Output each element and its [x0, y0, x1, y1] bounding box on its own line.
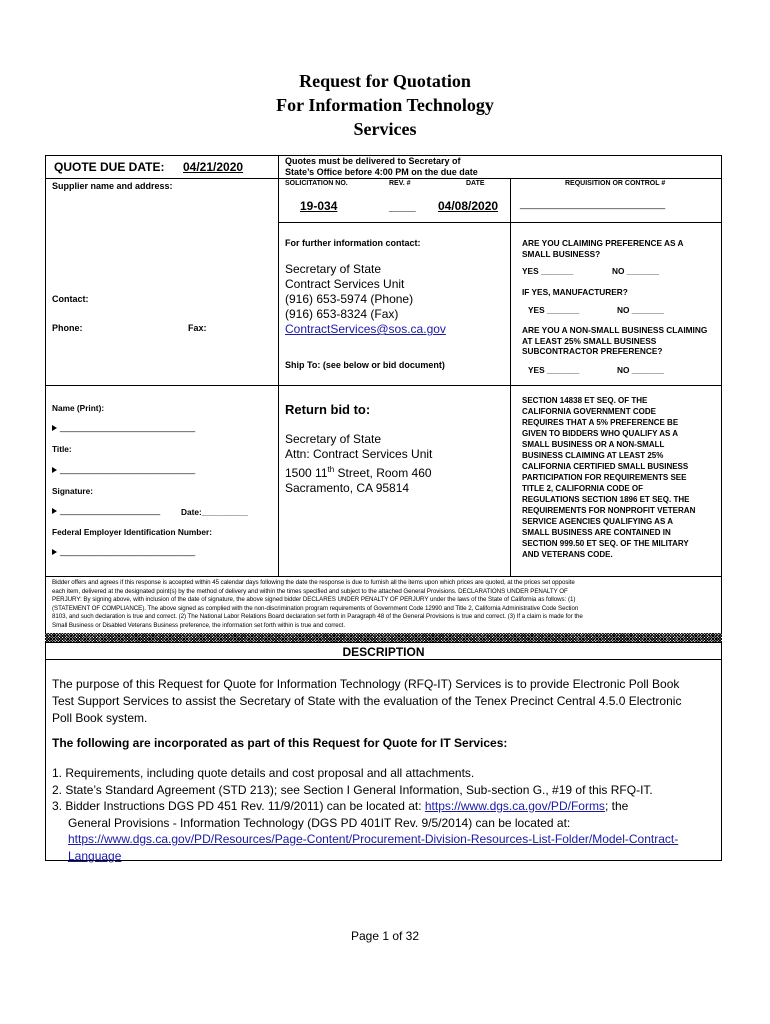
- section-line: BUSINESS CLAIMING AT LEAST 25%: [522, 451, 664, 460]
- title-line-2: For Information Technology: [276, 95, 494, 115]
- delivery-note-line-2: State’s Office before 4:00 PM on the due date: [285, 167, 478, 177]
- return-bid-line-1: Secretary of State: [285, 432, 382, 446]
- preference-no3: NO _______: [617, 365, 665, 375]
- arrow-icon: [52, 508, 57, 514]
- signature-line[interactable]: [52, 505, 160, 515]
- return-bid-line-3: [285, 462, 432, 481]
- date-value: 04/08/2020: [438, 199, 499, 213]
- return-bid-label: Return bid to:: [285, 402, 371, 417]
- section-line: SMALL BUSINESS ARE CONTAINED IN: [522, 528, 671, 537]
- section-line: TITLE 2, CALIFORNIA CODE OF: [522, 484, 644, 493]
- section-line: SERVICE AGENCIES QUALIFYING AS A: [522, 517, 673, 526]
- preference-yes1: YES _______: [522, 266, 574, 276]
- section-line: SECTION 14838 ET SEQ. OF THE: [522, 396, 648, 405]
- frame-left: [45, 155, 46, 633]
- bidder-line: Small Business or Disabled Veterans Business preference, the information set forth within is true and correct.: [52, 621, 346, 629]
- arrow-icon: [52, 425, 57, 431]
- section-line: SECTION 999.50 ET SEQ. OF THE MILITARY: [522, 539, 689, 548]
- signature-label: Signature:: [52, 486, 94, 496]
- document-title: [0, 69, 770, 141]
- bidder-line: (STATEMENT OF COMPLIANCE). The above signed as complied with the non-discrimination program requirements of Government Code 12990 and Title 2, California Administrative Code Section: [52, 604, 579, 612]
- incorporated-list: [52, 765, 678, 864]
- model-contract-link[interactable]: https://www.dgs.ca.gov/PD/Resources/Page-Content/Procurement-Division-Resources-List-Folder/Model-Contract-: [68, 832, 679, 846]
- quote-due-value: 04/21/2020: [183, 160, 244, 174]
- rev-value: ____: [389, 199, 416, 213]
- further-info-line-2: Contract Services Unit: [285, 277, 405, 291]
- preference-yes2: YES _______: [528, 305, 580, 315]
- frame-right: [721, 155, 722, 633]
- list-item-text: ; the: [604, 799, 629, 813]
- section-line: GIVEN TO BIDDERS WHO QUALIFY AS A: [522, 429, 679, 438]
- further-info-block: [285, 262, 446, 337]
- title-line[interactable]: [52, 464, 195, 474]
- title-line-3: Services: [353, 119, 417, 139]
- street-rest: Street, Room 460: [334, 466, 432, 480]
- fein-blank: ___________________________: [60, 546, 196, 556]
- divider-left-mid: [45, 385, 278, 386]
- delivery-note-line-1: Quotes must be delivered to Secretary of: [285, 156, 461, 166]
- model-contract-link-cont[interactable]: Language: [68, 848, 122, 863]
- divider-values: [278, 222, 722, 223]
- purpose-line: Test Support Services to assist the Secretary of State with the evaluation of the Tenex Precinct Central 4.5.0 Electronic: [52, 694, 682, 708]
- divider-ship: [278, 385, 722, 386]
- purpose-line: The purpose of this Request for Quote for Information Technology (RFQ-IT) Services is to provide Electronic Poll Book: [52, 677, 680, 691]
- preference-q2: IF YES, MANUFACTURER?: [522, 287, 628, 297]
- divider-headers: [278, 178, 722, 179]
- section-line: CALIFORNIA CERTIFIED SMALL BUSINESS: [522, 462, 689, 471]
- return-bid-address: [285, 432, 432, 496]
- divider-col2: [510, 178, 511, 577]
- bidder-line: Bidder offers and agrees if this response is accepted within 45 calendar days following the date the response is due to furnish all the items upon which prices are quoted, at the prices set opposite: [52, 579, 575, 586]
- list-item: 1. Requirements, including quote details and cost proposal and all attachments.: [52, 766, 475, 780]
- further-info-line-1: Secretary of State: [285, 262, 382, 276]
- contact-label: Contact:: [52, 294, 89, 304]
- delivery-note: [285, 156, 478, 178]
- ordinal-suffix: th: [327, 465, 335, 474]
- arrow-icon: [52, 467, 57, 473]
- section-line: PARTICIPATION FOR REQUIREMENTS SEE: [522, 473, 687, 482]
- supplier-label: Supplier name and address:: [52, 181, 173, 191]
- section-14838-text: [522, 395, 695, 560]
- title-blank: ___________________________: [60, 464, 196, 474]
- page-number: Page 1 of 32: [350, 929, 420, 943]
- signature-blank: ____________________: [60, 505, 161, 515]
- divider-bidder: [45, 576, 722, 577]
- solicitation-header: SOLICITATION NO.: [285, 180, 348, 187]
- requisition-value: _____________________________: [520, 199, 666, 209]
- bidder-line: each item, delivered at the designated point(s) by the method of delivery and within the times specified and subject to the attached General Provisions. DECLARATIONS UNDER PENALTY OF: [52, 587, 568, 595]
- further-info-line-4: (916) 653-8324 (Fax): [285, 307, 399, 321]
- name-blank: ___________________________: [60, 422, 196, 432]
- incorporated-header: The following are incorporated as part of this Request for Quote for IT Services:: [52, 736, 508, 750]
- section-line: AND VETERANS CODE.: [522, 550, 613, 559]
- quote-due-label: QUOTE DUE DATE:: [54, 160, 165, 174]
- preference-q3: ARE YOU A NON-SMALL BUSINESS CLAIMING AT LEAST 25% SMALL BUSINESS SUBCONTRACTOR PREFERENCE?: [522, 325, 708, 356]
- section-line: CALIFORNIA GOVERNMENT CODE: [522, 407, 656, 416]
- fein-line[interactable]: [52, 546, 195, 556]
- list-item: 2. State’s Standard Agreement (STD 213); see Section I General Information, Sub-section G., #19 of this RFQ-IT.: [52, 782, 653, 797]
- description-header: DESCRIPTION: [342, 645, 425, 659]
- requisition-header: REQUISITION OR CONTROL #: [565, 180, 666, 187]
- divider-col1: [278, 155, 279, 577]
- return-bid-line-2: Attn: Contract Services Unit: [285, 447, 433, 461]
- purpose-paragraph: [52, 676, 717, 727]
- preference-no1: NO _______: [612, 266, 660, 276]
- further-info-line-3: (916) 653-5974 (Phone): [285, 292, 414, 306]
- bidder-line: 8103, and such declaration is true and correct. (2) The National Labor Relations Board declaration set forth in Paragraph 48 of the General Provisions is true and correct. (3) If a claim is made for the: [52, 613, 583, 620]
- name-label: Name (Print):: [52, 403, 105, 413]
- list-item-continuation: General Provisions - Information Technology (DGS PD 401IT Rev. 9/5/2014) can be located at:: [68, 815, 571, 830]
- preference-no2: NO _______: [617, 305, 665, 315]
- solicitation-value: 19-034: [300, 199, 338, 213]
- dgs-forms-link[interactable]: https://www.dgs.ca.gov/PD/Forms: [424, 799, 605, 813]
- ship-to-label: Ship To: (see below or bid document): [285, 360, 445, 370]
- title-line-1: Request for Quotation: [299, 71, 471, 91]
- date-field[interactable]: Date:__________: [181, 507, 248, 517]
- preference-yes3: YES _______: [528, 365, 580, 375]
- street-number: 1500 11: [285, 466, 328, 480]
- phone-label: Phone:: [52, 323, 83, 333]
- hatched-divider: [45, 633, 722, 642]
- name-line[interactable]: [52, 422, 195, 432]
- description-header-divider: [45, 659, 722, 660]
- bidder-declaration: [52, 579, 722, 630]
- purpose-line: Poll Book system.: [52, 711, 148, 725]
- bidder-line: PERJURY: By signing above, with inclusion of the date of signature, the above signed bidder DECLARES UNDER PENALTY OF PERJURY under the laws of the State of California as follows: (1): [52, 596, 576, 603]
- fax-label: Fax:: [188, 323, 207, 333]
- rev-header: REV. #: [389, 180, 411, 187]
- section-line: REQUIRES THAT A 5% PREFERENCE BE: [522, 418, 679, 427]
- further-info-email-link[interactable]: ContractServices@sos.ca.gov: [285, 322, 446, 336]
- title-label: Title:: [52, 444, 72, 454]
- preference-q1: ARE YOU CLAIMING PREFERENCE AS A SMALL BUSINESS?: [522, 238, 684, 259]
- arrow-icon: [52, 549, 57, 555]
- list-item-text: 3. Bidder Instructions DGS PD 451 Rev. 11/9/2011) can be located at:: [52, 799, 425, 813]
- section-line: REGULATIONS SECTION 1896 ET SEQ. THE: [522, 495, 690, 504]
- further-info-label: For further information contact:: [285, 238, 421, 248]
- list-item: [52, 798, 678, 815]
- section-line: REQUIREMENTS FOR NONPROFIT VETERAN: [522, 506, 696, 515]
- return-bid-line-4: Sacramento, CA 95814: [285, 481, 410, 495]
- section-line: SMALL BUSINESS OR A NON-SMALL: [522, 440, 665, 449]
- date-header: DATE: [466, 180, 485, 187]
- fein-label: Federal Employer Identification Number:: [52, 527, 212, 537]
- divider-due: [45, 178, 278, 179]
